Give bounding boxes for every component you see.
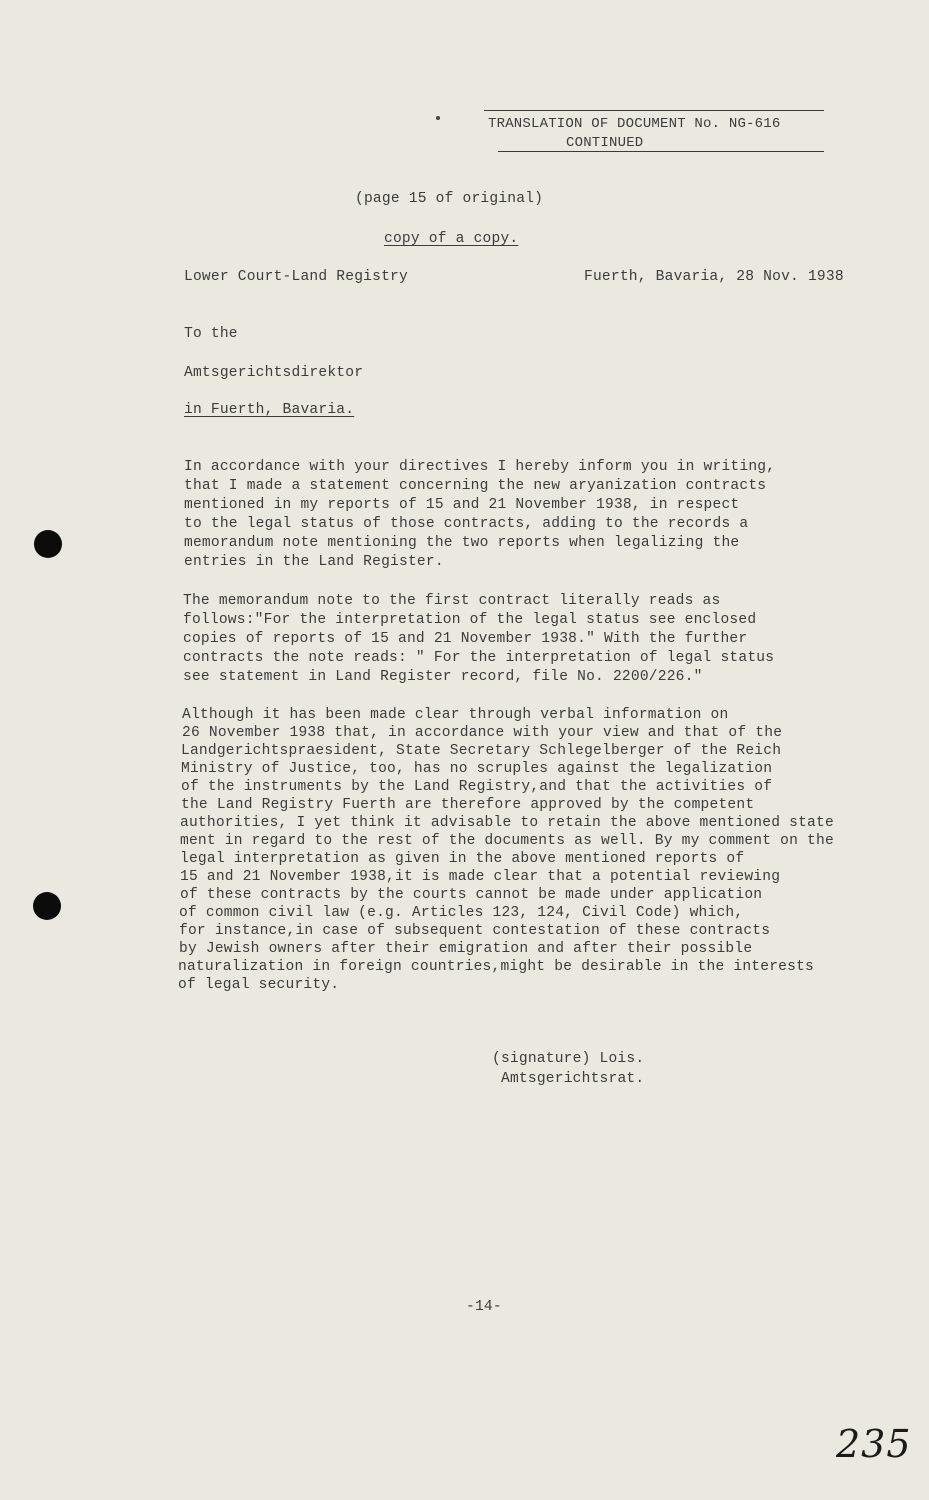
text-line: of common civil law (e.g. Articles 123, 124, Civil Code) which, [179,905,744,921]
document-title: TRANSLATION OF DOCUMENT No. NG-616 [488,116,781,132]
text-line: see statement in Land Register record, file No. 2200/226." [183,669,703,685]
text-line: ment in regard to the rest of the documents as well. By my comment on the [180,833,834,849]
text-line: for instance,in case of subsequent contestation of these contracts [179,923,771,939]
text-line: of these contracts by the courts cannot be made under application [180,887,763,903]
text-line: Ministry of Justice, too, has no scruples against the legalization [181,761,773,777]
text-line: memorandum note mentioning the two reports when legalizing the [184,535,740,551]
signature-title: Amtsgerichtsrat. [501,1071,645,1087]
addressee-line-2: Amtsgerichtsdirektor [184,365,364,381]
text-line: contracts the note reads: " For the interpretation of legal status [183,650,775,666]
text-line: Landgerichtspraesident, State Secretary Schlegelberger of the Reich [181,743,782,759]
page-reference: (page 15 of original) [355,191,544,207]
addressee-line-3: in Fuerth, Bavaria. [184,402,355,418]
copy-note: copy of a copy. [384,231,519,247]
place-date: Fuerth, Bavaria, 28 Nov. 1938 [584,269,844,285]
signature-line: (signature) Lois. [492,1051,645,1067]
page-number: -14- [466,1299,502,1315]
text-line: of legal security. [178,977,340,993]
header-rule-bottom [498,151,824,152]
punch-hole [33,892,61,920]
text-line: the Land Registry Fuerth are therefore approved by the competent [181,797,755,813]
document-subtitle: CONTINUED [566,135,644,151]
text-line: that I made a statement concerning the new aryanization contracts [184,478,767,494]
text-line: of the instruments by the Land Registry,and that the activities of [181,779,773,795]
text-line: follows:"For the interpretation of the legal status see enclosed [183,612,757,628]
text-line: In accordance with your directives I hereby inform you in writing, [184,459,776,475]
text-line: The memorandum note to the first contract literally reads as [183,593,721,609]
text-line: naturalization in foreign countries,might be desirable in the interests [178,959,814,975]
punch-hole [34,530,62,558]
sender: Lower Court-Land Registry [184,269,408,285]
text-line: legal interpretation as given in the above mentioned reports of [180,851,745,867]
text-line: 26 November 1938 that, in accordance with your view and that of the [182,725,783,741]
text-line: copies of reports of 15 and 21 November 1938." With the further [183,631,748,647]
ink-speck [436,116,440,120]
text-line: by Jewish owners after their emigration and after their possible [179,941,753,957]
addressee-line-1: To the [184,326,238,342]
text-line: mentioned in my reports of 15 and 21 November 1938, in respect [184,497,740,513]
text-line: entries in the Land Register. [184,554,444,570]
text-line: to the legal status of those contracts, adding to the records a [184,516,749,532]
handwritten-page-stamp: 235 [836,1422,912,1466]
header-rule-top [484,110,824,111]
text-line: authorities, I yet think it advisable to retain the above mentioned state [180,815,834,831]
text-line: Although it has been made clear through verbal information on [182,707,729,723]
text-line: 15 and 21 November 1938,it is made clear that a potential reviewing [180,869,781,885]
